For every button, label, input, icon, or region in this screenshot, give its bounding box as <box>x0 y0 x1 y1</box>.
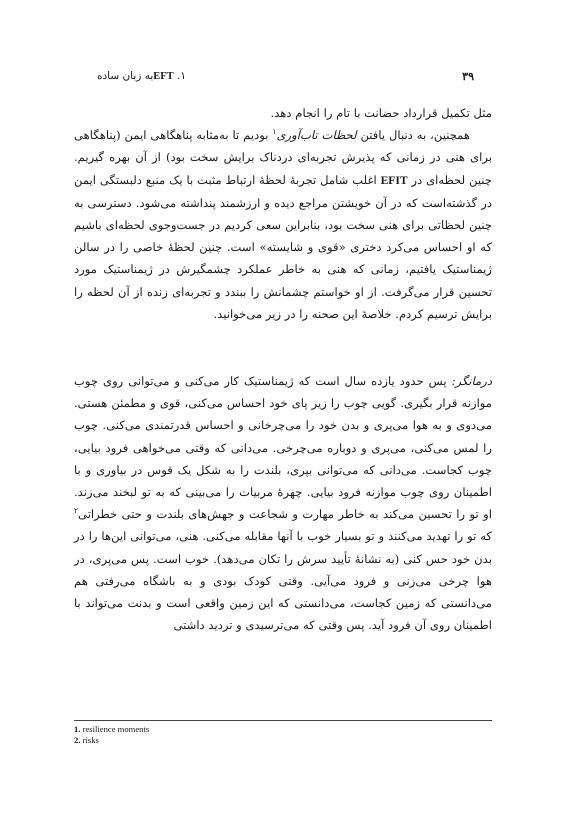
footnote-1 <box>74 724 374 735</box>
footnote-ref-2[interactable]: ۲ <box>74 506 79 516</box>
therapist-utterance <box>74 370 492 636</box>
running-header <box>74 70 474 88</box>
footnote-divider <box>74 720 492 721</box>
utterance-end: که تو را تهدید می‌کنند و تو بسیار خوب با آنها مقابله می‌کنی. هنی، می‌توانی این‌ها را در بدن خود حس کنی (به نشانهٔ تأیید سرش را تکان می‌دهد). خوب است. پس می‌پری، در هوا چرخی می‌زنی و فرود می‌آیی. وقتی کودک بودی و به باشگاه می‌رفتی هم می‌دانستی که زمین کجاست، می‌دانستی که این زمین واقعی است و بدنت می‌تواند با اطمینان روی آن فرود آید. پس وقتی که می‌ترسیدی و تردید داشتی <box>74 529 492 633</box>
footnote-2-number: 2. <box>74 735 81 745</box>
footnote-1-text: resilience moments <box>82 724 150 734</box>
chapter-title <box>97 70 186 82</box>
paragraph-2 <box>74 124 492 325</box>
paragraph-1: مثل تکمیل قرارداد حضانت با تام را انجام دهد. <box>270 106 492 120</box>
speaker-label: درمانگر: <box>451 374 492 388</box>
body-block-transcript <box>74 370 492 636</box>
page-number: ۳۹ <box>462 70 474 83</box>
term-efit: EFIT <box>380 173 408 187</box>
paragraph-2-start: همچنین، به دنبال یافتن <box>356 128 470 143</box>
paragraph-2-mid: بودیم تا به‌مثابه پناهگاهی ایمن (پناهگاهی برای هنی در زمانی که پذیرش تجربه‌ای دردناک برایش سخت بود) از آن بهره گیریم. چنین لحظه‌ای در <box>74 128 492 187</box>
chapter-title-latin: EFT <box>153 71 174 82</box>
utterance-start: پس حدود یازده سال است که ژیمناستیک کار می‌کنی و می‌توانی روی چوب موازنه قرار بگیری. گویی چوب را زیر پای خود احساس می‌کنی، قوی و مطمئن هستی. می‌دوی و به هوا می‌پری و بدن خود را می‌چرخانی و احساس قدرتمندی می‌کنی. چوب را لمس می‌کنی، می‌پری و دوباره می‌چرخی. می‌دانی که وقتی می‌خواهی فرود بیایی، چوب کجاست. می‌دانی که می‌توانی بپری، بلندت را به شکل یک قوس در بیاوری و با اطمینان روی چوب موازنه فرود بیایی. چهرهٔ مربیات را می‌بینی که به تو لبخند می‌زند. او تو را تحسین می‌کند به خاطر مهارت و شجاعت و جهش‌های بلندت و حتی خطراتی <box>74 374 492 522</box>
footnote-ref-1[interactable]: ۱ <box>272 127 277 137</box>
footnote-2 <box>74 735 374 746</box>
footnotes <box>74 724 374 746</box>
footnote-2-text: risks <box>82 735 99 745</box>
chapter-prefix: ۱. <box>177 70 186 82</box>
chapter-title-fa: به زبان ساده <box>96 70 154 82</box>
body-block-intro <box>74 102 492 325</box>
footnote-1-number: 1. <box>74 724 81 734</box>
term-resilience-moments: لحظات تاب‌آوری <box>276 128 357 143</box>
paragraph-2-end: اغلب شامل تجربهٔ لحظهٔ ارتباط مثبت با یک منبع دلبستگی ایمن در گذشته‌است که در آن خویشتن مراجع دیده و ارزشمند پنداشته می‌شود. دسترسی به چنین لحظاتی برای هنی سخت بود، بنابراین سعی کردیم در جست‌وجوی لحظه‌ای باشیم که او احساس می‌کرد دختری «قوی و شایسته» است. چنین لحظهٔ خاصی را در سالن ژیمناستیک یافتیم، زمانی که هنی به خاطر عملکرد چشمگیرش در ژیمناستیک مورد تحسین قرار می‌گرفت. از او خواستم چشمانش را ببندد و تجربه‌ای زنده از آن لحظه را برایش ترسیم کردم. خلاصهٔ این صحنه را در زیر می‌خوانید. <box>74 172 492 321</box>
